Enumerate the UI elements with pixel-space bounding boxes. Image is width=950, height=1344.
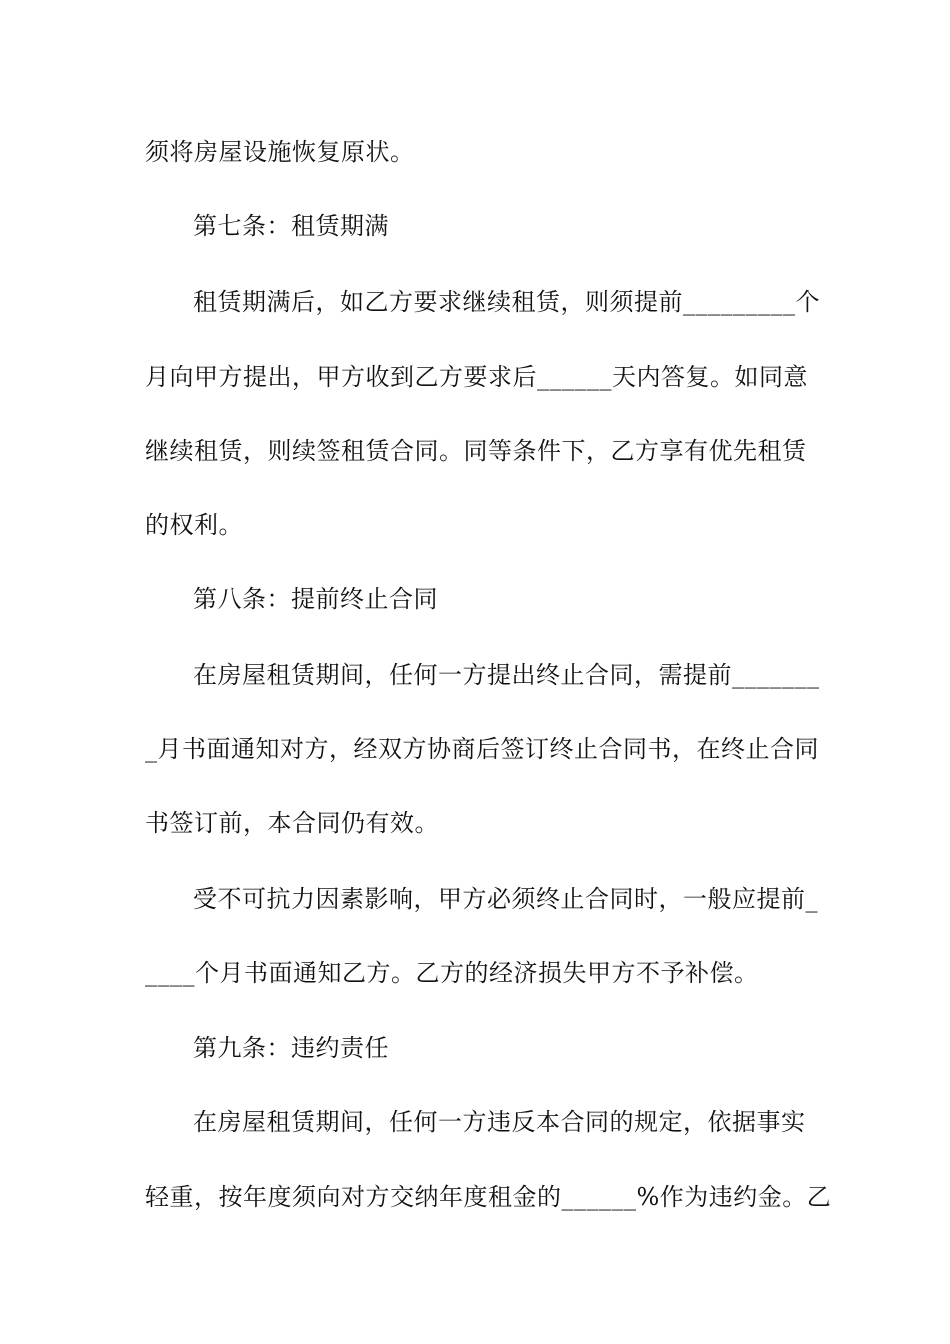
paragraph-line: 受不可抗力因素影响，甲方必须终止合同时，一般应提前_ xyxy=(193,885,818,913)
paragraph-line: ____个月书面通知乙方。乙方的经济损失甲方不予补偿。 xyxy=(145,959,759,987)
paragraph-line: 在房屋租赁期间，任何一方提出终止合同，需提前_______ xyxy=(193,661,820,689)
paragraph-line: 月向甲方提出，甲方收到乙方要求后______天内答复。如同意 xyxy=(145,363,808,391)
article-8-heading: 第八条：提前终止合同 xyxy=(193,585,438,613)
paragraph-line: _月书面通知对方，经双方协商后签订终止合同书，在终止合同 xyxy=(145,735,819,763)
paragraph-line: 须将房屋设施恢复原状。 xyxy=(145,138,415,166)
paragraph-line: 的权利。 xyxy=(145,511,243,539)
paragraph-line: 在房屋租赁期间，任何一方违反本合同的规定，依据事实 xyxy=(193,1108,806,1136)
article-7-heading: 第七条：租赁期满 xyxy=(193,212,389,240)
paragraph-line: 书签订前，本合同仍有效。 xyxy=(145,809,439,837)
article-9-heading: 第九条：违约责任 xyxy=(193,1034,389,1062)
paragraph-line: 租赁期满后，如乙方要求继续租赁，则须提前_________个 xyxy=(193,288,820,316)
paragraph-line: 继续租赁，则续签租赁合同。同等条件下，乙方享有优先租赁 xyxy=(145,437,807,465)
paragraph-line: 轻重，按年度须向对方交纳年度租金的______%作为违约金。乙 xyxy=(145,1183,832,1211)
